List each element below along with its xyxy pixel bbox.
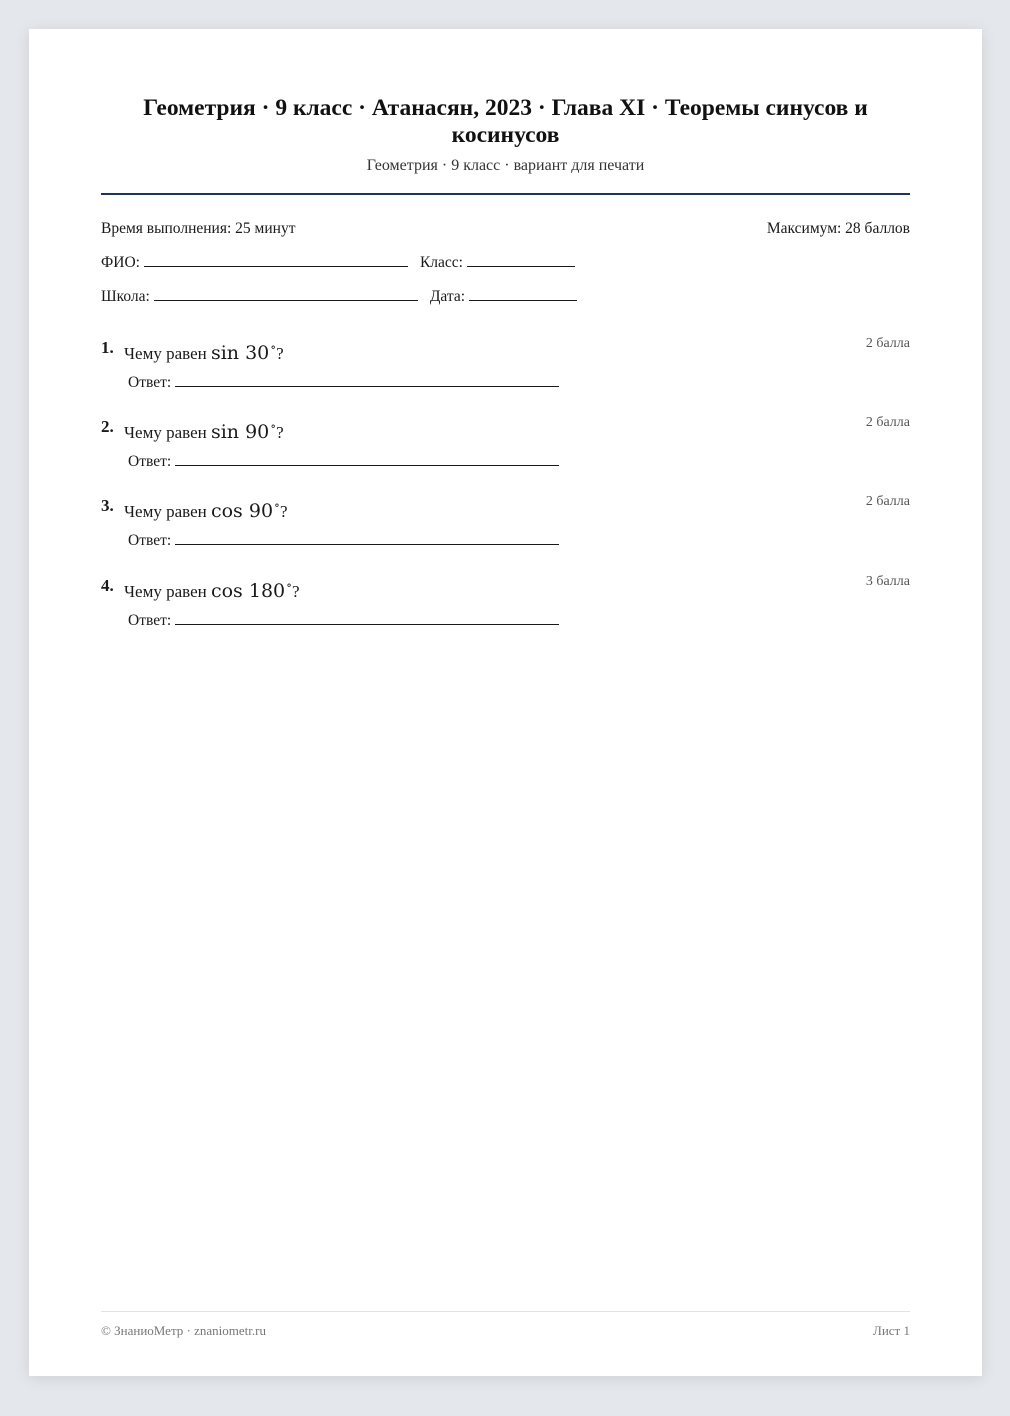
- question-4: [101, 574, 910, 634]
- question-text: Чему равен cos 180∘?: [124, 578, 300, 602]
- question-text: Чему равен cos 90∘?: [124, 498, 288, 522]
- question-2: [101, 415, 910, 475]
- question-points: 2 балла: [865, 336, 910, 351]
- footer-copyright: © ЗнаниоМетр · znaniometr.ru: [101, 1323, 266, 1338]
- math-expression: cos 180∘: [210, 578, 293, 602]
- fio-label: ФИО:: [101, 254, 140, 271]
- page-subtitle: Геометрия · 9 класс · вариант для печати: [366, 157, 645, 174]
- question-number: 2.: [101, 417, 114, 436]
- answer-line: [128, 451, 559, 471]
- fio-blank[interactable]: [144, 252, 408, 267]
- question-1: [101, 336, 910, 396]
- worksheet-page: [29, 29, 982, 1376]
- answer-label: Ответ:: [128, 453, 172, 470]
- answer-label: Ответ:: [128, 374, 172, 391]
- answer-blank[interactable]: [175, 610, 559, 625]
- math-expression: sin 30∘: [210, 340, 277, 364]
- class-label: Класс:: [419, 254, 463, 271]
- footer-divider: [101, 1311, 910, 1312]
- answer-blank[interactable]: [175, 451, 559, 466]
- answer-label: Ответ:: [128, 612, 172, 629]
- footer-sheet-number: Лист 1: [873, 1323, 910, 1338]
- answer-line: [128, 530, 559, 550]
- question-points: 2 балла: [865, 494, 910, 509]
- date-label: Дата:: [429, 288, 466, 305]
- answer-line: [128, 372, 559, 392]
- question-3: [101, 494, 910, 554]
- question-number: 1.: [101, 338, 114, 357]
- math-expression: sin 90∘: [210, 419, 277, 443]
- question-number: 4.: [101, 576, 114, 595]
- student-info-row-2: [101, 286, 577, 307]
- question-text: Чему равен sin 30∘?: [124, 340, 284, 364]
- page-title: Геометрия · 9 класс · Атанасян, 2023 · Глава XI · Теоремы синусов и косинусов: [143, 95, 868, 148]
- time-limit: Время выполнения: 25 минут: [101, 220, 296, 237]
- question-text: Чему равен sin 90∘?: [124, 419, 284, 443]
- answer-label: Ответ:: [128, 532, 172, 549]
- question-points: 2 балла: [865, 415, 910, 430]
- school-label: Школа:: [101, 288, 150, 305]
- max-score: Максимум: 28 баллов: [766, 220, 910, 237]
- answer-line: [128, 610, 559, 630]
- answer-blank[interactable]: [175, 530, 559, 545]
- student-info-row-1: [101, 252, 575, 273]
- class-blank[interactable]: [467, 252, 575, 267]
- date-blank[interactable]: [469, 286, 577, 301]
- header-divider: [101, 193, 910, 195]
- question-points: 3 балла: [865, 574, 910, 589]
- math-expression: cos 90∘: [210, 498, 280, 522]
- question-number: 3.: [101, 496, 114, 515]
- school-blank[interactable]: [154, 286, 418, 301]
- answer-blank[interactable]: [175, 372, 559, 387]
